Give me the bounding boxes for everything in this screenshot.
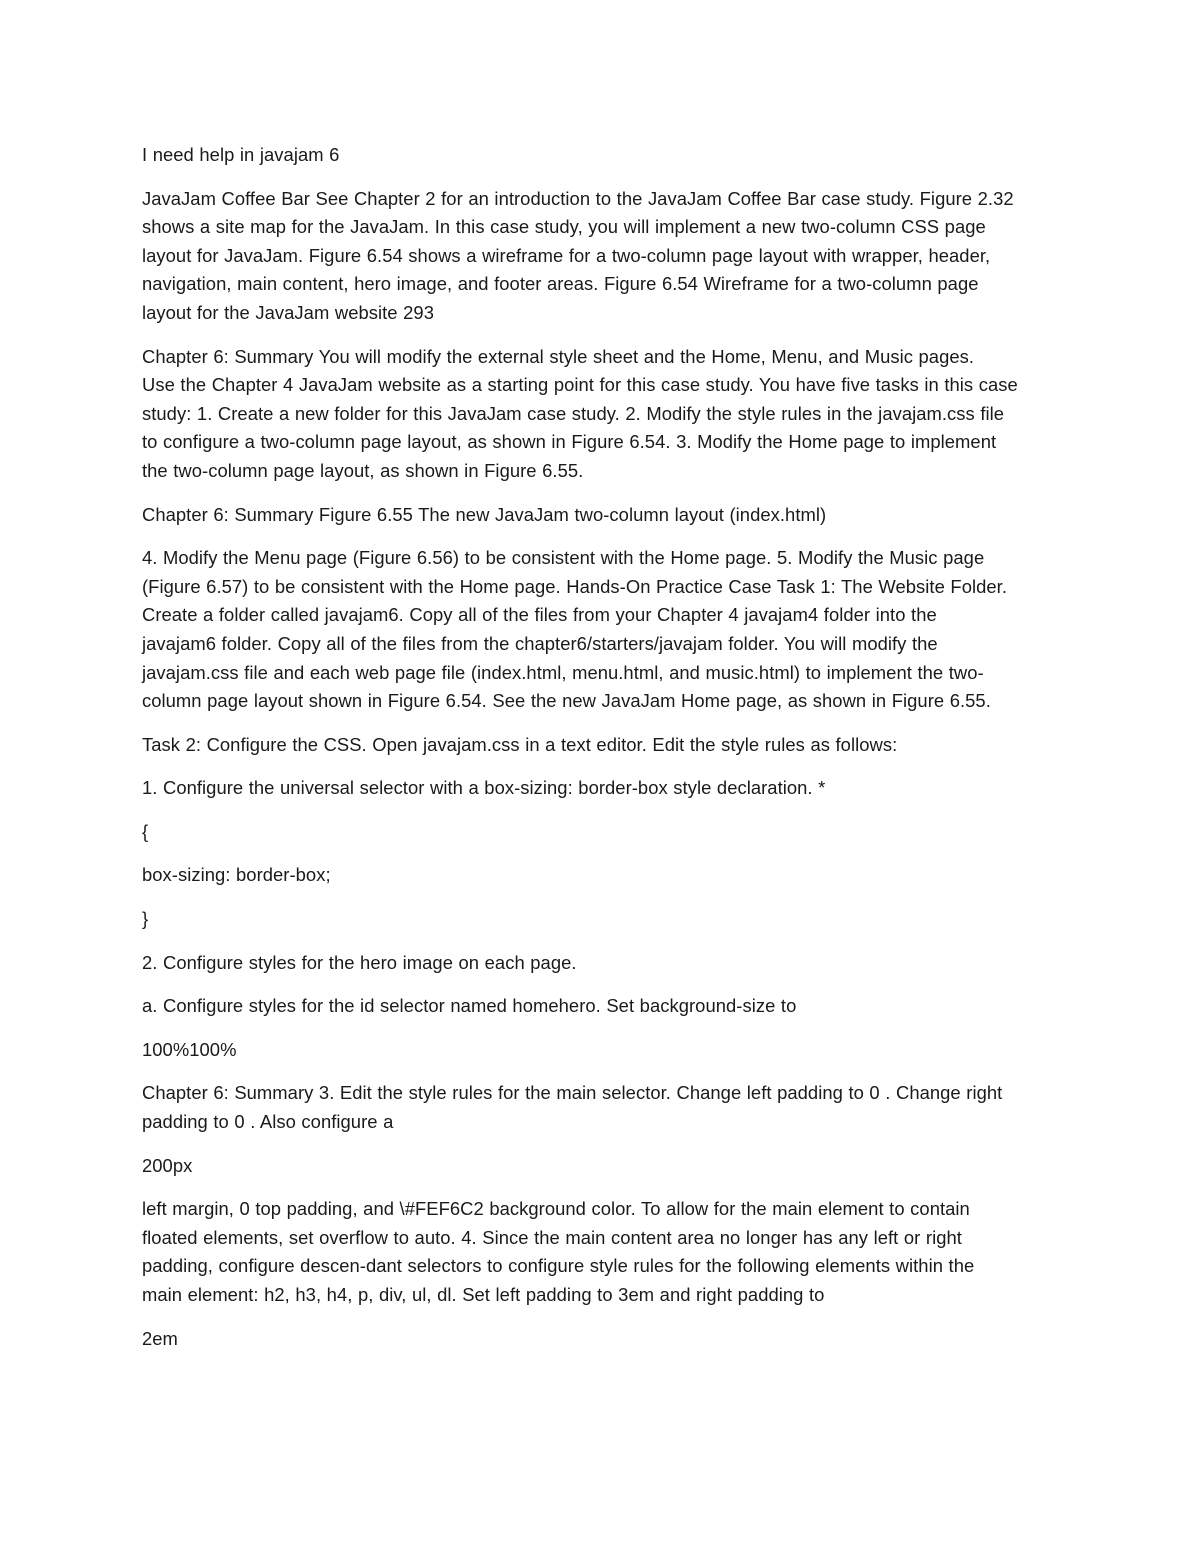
text-line: Task 2: Configure the CSS. Open javajam.css in a text editor. Edit the style rules as follows:	[142, 733, 898, 755]
text-line: javajam6 folder. Copy all of the files from the chapter6/starters/javajam folder. You will modify the	[142, 632, 938, 654]
task2-heading	[142, 731, 1062, 760]
text-line: (Figure 6.57) to be consistent with the Home page. Hands-On Practice Case Task 1: The Website Folder.	[142, 575, 1007, 597]
text-line: padding, configure descen-dant selectors to configure style rules for the following elements within the	[142, 1255, 975, 1277]
text-line: a. Configure styles for the id selector named homehero. Set background-size to	[142, 995, 797, 1017]
text-line: study: 1. Create a new folder for this JavaJam case study. 2. Modify the style rules in the javajam.css file	[142, 402, 1005, 424]
text-line: 2. Configure styles for the hero image on each page.	[142, 951, 577, 973]
step-universal-selector	[142, 774, 1062, 803]
text-line: JavaJam Coffee Bar See Chapter 2 for an introduction to the JavaJam Coffee Bar case study. Figure 2.32	[142, 187, 1014, 209]
case-study-paragraph	[142, 185, 1062, 328]
text-line: Use the Chapter 4 JavaJam website as a starting point for this case study. You have five tasks in this case	[142, 374, 1018, 396]
text-line: main element: h2, h3, h4, p, div, ul, dl. Set left padding to 3em and right padding to	[142, 1284, 825, 1305]
text-line: shows a site map for the JavaJam. In this case study, you will implement a new two-column CSS page	[142, 216, 986, 238]
code-declaration	[142, 861, 1062, 890]
text-line: }	[142, 908, 149, 930]
document-body	[142, 141, 1062, 1368]
text-line: layout for JavaJam. Figure 6.54 shows a wireframe for a two-column page layout with wrapper, header,	[142, 244, 991, 266]
text-line: navigation, main content, hero image, and footer areas. Figure 6.54 Wireframe for a two-column page	[142, 273, 979, 295]
code-close-brace	[142, 905, 1062, 934]
text-line: box-sizing: border-box;	[142, 864, 331, 886]
text-line: {	[142, 820, 149, 842]
summary-paragraph	[142, 343, 1062, 486]
text-line: javajam.css file and each web page file (index.html, menu.html, and music.html) to implement the two-	[142, 661, 984, 683]
text-line: 1. Configure the universal selector with a box-sizing: border-box style declaration. *	[142, 777, 826, 799]
step-hero-image	[142, 949, 1062, 978]
code-open-brace	[142, 818, 1062, 847]
text-line: floated elements, set overflow to auto. 4. Since the main content area no longer has any left or right	[142, 1226, 962, 1248]
text-line: padding to 0 . Also configure a	[142, 1111, 394, 1133]
text-line: 2em	[142, 1327, 178, 1349]
text-line: 200px	[142, 1154, 193, 1176]
text-line: 4. Modify the Menu page (Figure 6.56) to be consistent with the Home page. 5. Modify the Music page	[142, 547, 985, 569]
text-line: column page layout shown in Figure 6.54. See the new JavaJam Home page, as shown in Figure 6.55.	[142, 690, 991, 712]
step-homehero	[142, 992, 1062, 1021]
text-line: left margin, 0 top padding, and \#FEF6C2 background color. To allow for the main element to contain	[142, 1198, 970, 1220]
text-line: the two-column page layout, as shown in Figure 6.55.	[142, 459, 584, 481]
value-left-margin	[142, 1152, 1062, 1181]
value-right-padding	[142, 1325, 1062, 1354]
text-line: Chapter 6: Summary Figure 6.55 The new JavaJam two-column layout (index.html)	[142, 503, 827, 525]
text-line: Chapter 6: Summary 3. Edit the style rules for the main selector. Change left padding to 0 . Change right	[142, 1082, 1003, 1104]
figure-caption-paragraph	[142, 501, 1062, 530]
text-line: to configure a two-column page layout, as shown in Figure 6.54. 3. Modify the Home page to implement	[142, 431, 997, 453]
text-line: I need help in javajam 6	[142, 144, 340, 165]
intro-question	[142, 141, 1062, 170]
value-background-size	[142, 1036, 1062, 1065]
text-line: Chapter 6: Summary You will modify the external style sheet and the Home, Menu, and Music pages.	[142, 345, 975, 367]
text-line: 100%100%	[142, 1038, 237, 1060]
text-line: Create a folder called javajam6. Copy all of the files from your Chapter 4 javajam4 folder into the	[142, 604, 937, 626]
step-main-selector	[142, 1079, 1062, 1136]
text-line: layout for the JavaJam website 293	[142, 301, 434, 323]
step-descendant-selectors	[142, 1195, 1062, 1309]
tasks-paragraph	[142, 544, 1062, 716]
